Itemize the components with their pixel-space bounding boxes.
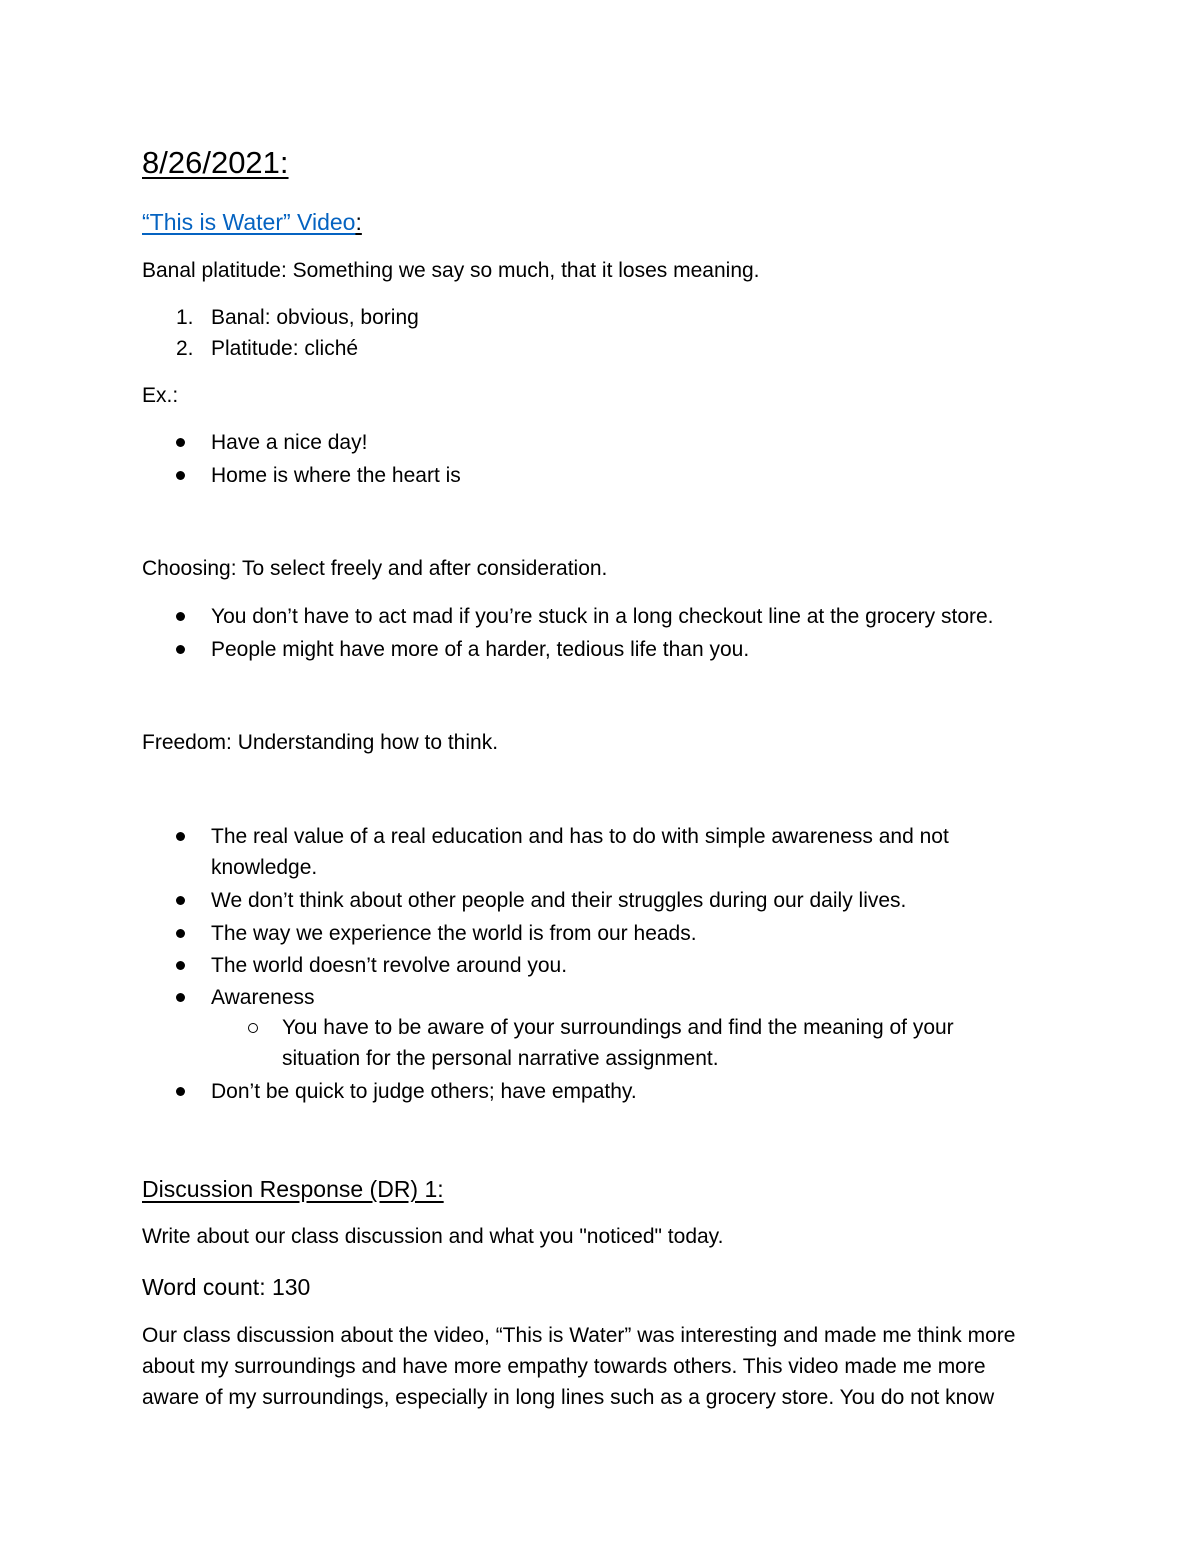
response-line-3: aware of my surroundings, especially in long lines such as a grocery store. You do not know [142,1386,995,1409]
bullet-icon [176,612,185,621]
choosing-bullet-2: People might have more of a harder, tedious life than you. [211,638,750,661]
numbered-item-2: Platitude: cliché [211,337,359,360]
freedom-bullet-5: Awareness [211,986,315,1009]
video-heading [142,206,362,238]
bullet-icon [176,1087,185,1096]
example-item-1: Have a nice day! [211,431,368,454]
choosing-bullet-1: You don’t have to act mad if you’re stuck in a long checkout line at the grocery store. [211,605,994,628]
dr-prompt: Write about our class discussion and what you "noticed" today. [142,1225,724,1248]
bullet-icon [176,438,185,447]
ex-label: Ex.: [142,384,179,407]
last-bullet: Don’t be quick to judge others; have empathy. [211,1080,637,1103]
freedom-bullet-3: The way we experience the world is from our heads. [211,922,697,945]
date-heading: 8/26/2021: [142,145,289,180]
freedom-bullet-1-line-1: The real value of a real education and has to do with simple awareness and not [211,825,949,848]
numbered-marker-2: 2. [176,337,194,360]
video-link[interactable]: “This is Water” Video [142,209,356,235]
bullet-icon [176,471,185,480]
banal-definition: Banal platitude: Something we say so much, that it loses meaning. [142,259,760,282]
freedom-bullet-4: The world doesn’t revolve around you. [211,954,568,977]
numbered-item-1: Banal: obvious, boring [211,306,419,329]
dr-heading: Discussion Response (DR) 1: [142,1176,444,1202]
numbered-marker-1: 1. [176,306,194,329]
bullet-icon [176,832,185,841]
word-count: Word count: 130 [142,1274,311,1300]
freedom-bullet-1-line-2: knowledge. [211,856,318,879]
bullet-icon [176,929,185,938]
bullet-icon [176,993,185,1002]
freedom-bullet-2: We don’t think about other people and their struggles during our daily lives. [211,889,907,912]
video-heading-colon: : [355,209,362,235]
awareness-sub-bullet-line-1: You have to be aware of your surroundings and find the meaning of your [282,1016,954,1039]
bullet-icon [176,961,185,970]
bullet-icon [176,896,185,905]
awareness-sub-bullet-line-2: situation for the personal narrative assignment. [282,1047,719,1070]
choosing-definition: Choosing: To select freely and after consideration. [142,557,608,580]
response-line-1: Our class discussion about the video, “This is Water” was interesting and made me think more [142,1324,1016,1347]
hollow-bullet-icon [248,1023,258,1033]
example-item-2: Home is where the heart is [211,464,461,487]
response-line-2: about my surroundings and have more empathy towards others. This video made me more [142,1355,986,1378]
bullet-icon [176,645,185,654]
freedom-definition: Freedom: Understanding how to think. [142,731,499,754]
